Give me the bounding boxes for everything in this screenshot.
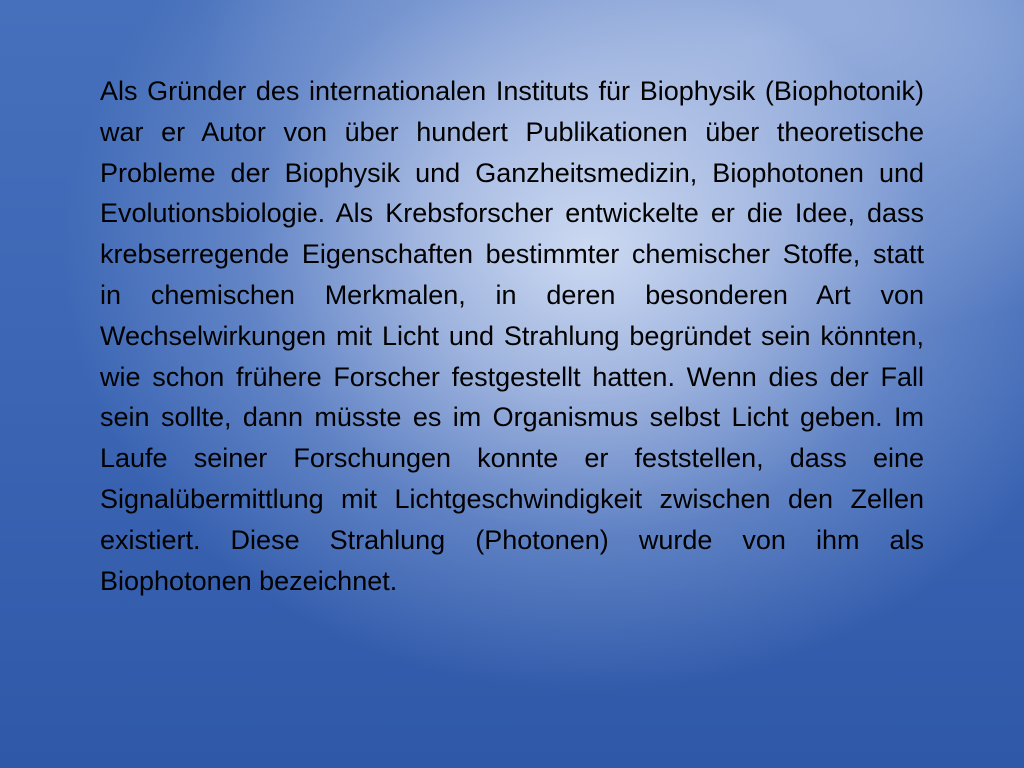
slide-body-text: Als Gründer des internationalen Instituts für Biophysik (Biophotonik) war er Autor von über hundert Publikationen über theoretische Probleme der Biophysik und Ganzheitsmedizin, Biophotonen und Evolutionsbiologie. Als Krebsforscher entwickelte er die Idee, dass krebserregende Eigenschaften bestimmter chemischer Stoffe, statt in chemischen Merkmalen, in deren besonderen Art von Wechselwirkungen mit Licht und Strahlung begründet sein könnten, wie schon frühere Forscher festgestellt hatten. Wenn dies der Fall sein sollte, dann müsste es im Organismus selbst Licht geben. Im Laufe seiner Forschungen konnte er feststellen, dass eine Signalübermittlung mit Lichtgeschwindigkeit zwischen den Zellen existiert. Diese Strahlung (Photonen) wurde von ihm als Biophotonen bezeichnet. xyxy=(100,76,924,596)
